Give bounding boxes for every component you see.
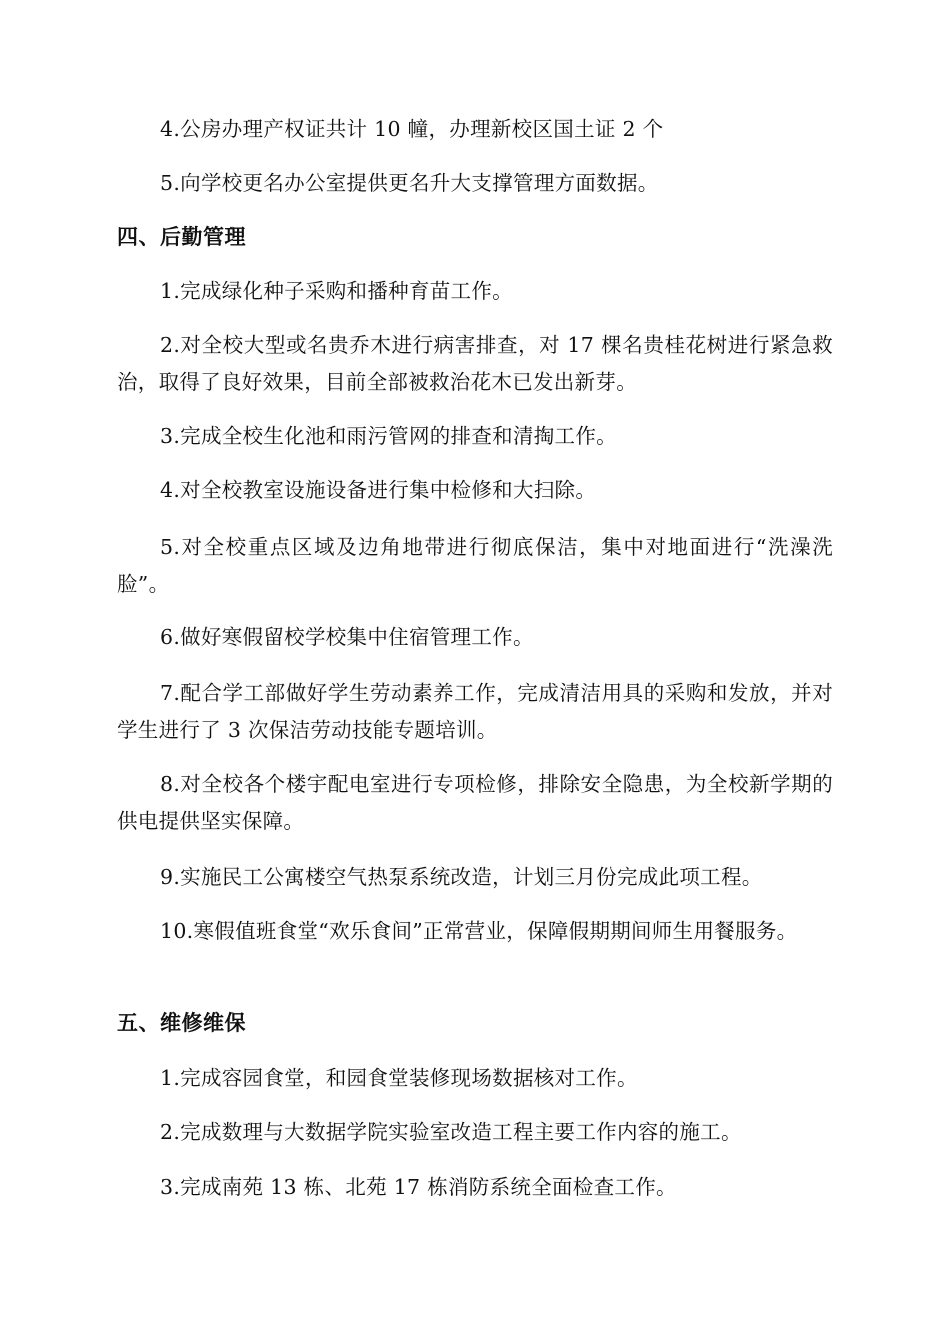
list-item: 4.公房办理产权证共计 10 幢，办理新校区国土证 2 个 [160,117,664,141]
list-item: 2.完成数理与大数据学院实验室改造工程主要工作内容的施工。 [160,1120,742,1144]
list-item: 9.实施民工公寓楼空气热泵系统改造，计划三月份完成此项工程。 [160,865,763,889]
section-heading: 五、维修维保 [117,1011,246,1035]
list-item: 1.完成容园食堂，和园食堂装修现场数据核对工作。 [160,1066,638,1090]
list-item: 3.完成南苑 13 栋、北苑 17 栋消防系统全面检查工作。 [160,1175,677,1199]
list-item: 10.寒假值班食堂“欢乐食间”正常营业，保障假期期间师生用餐服务。 [160,919,798,943]
list-item: 5.向学校更名办公室提供更名升大支撑管理方面数据。 [160,171,659,195]
list-item: 7.配合学工部做好学生劳动素养工作，完成清洁用具的采购和发放，并对学生进行了 3 次保洁劳动技能专题培训。 [117,681,833,742]
list-item: 3.完成全校生化池和雨污管网的排查和清掏工作。 [160,424,617,448]
list-item: 8.对全校各个楼宇配电室进行专项检修，排除安全隐患，为全校新学期的供电提供坚实保障。 [117,772,833,833]
list-item: 5.对全校重点区域及边角地带进行彻底保洁，集中对地面进行“洗澡洗脸”。 [117,535,833,596]
list-item: 1.完成绿化种子采购和播种育苗工作。 [160,279,513,303]
section-heading: 四、后勤管理 [117,225,246,249]
list-item: 2.对全校大型或名贵乔木进行病害排查，对 17 棵名贵桂花树进行紧急救治，取得了良好效果，目前全部被救治花木已发出新芽。 [117,333,833,394]
list-item: 6.做好寒假留校学校集中住宿管理工作。 [160,625,534,649]
list-item: 4.对全校教室设施设备进行集中检修和大扫除。 [160,478,597,502]
